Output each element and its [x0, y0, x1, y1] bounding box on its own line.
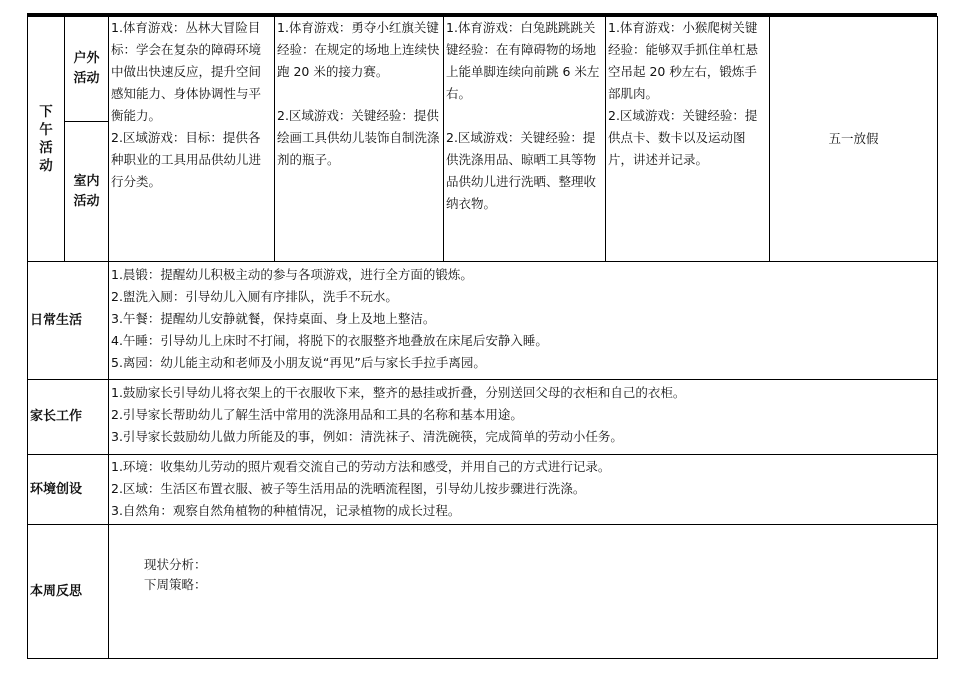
monday-indoor-text: 2.区域游戏：目标：提供各种职业的工具用品供幼儿进行分类。: [111, 130, 262, 189]
weekly-plan-page: [27, 13, 937, 663]
wednesday-indoor-text: 2.区域游戏：关键经验：提供洗涤用品、晾晒工具等物品供幼儿进行洗晒、整理收纳衣物。: [446, 130, 597, 211]
afternoon-activities-label: 下 午 活 动: [28, 17, 65, 262]
parent-work-label: 家长工作: [28, 380, 109, 455]
parent-work-item: 1.鼓励家长引导幼儿将衣架上的干衣服收下来，整齐的悬挂或折叠，分别送回父母的衣柜和自己的衣柜。: [111, 385, 686, 400]
tuesday-afternoon-cell: [275, 17, 444, 262]
daily-life-item: 5.离园：幼儿能主动和老师及小朋友说“再见”后与家长手拉手离园。: [111, 355, 486, 370]
parent-work-item: 3.引导家长鼓励幼儿做力所能及的事，例如：清洗袜子、清洗碗筷，完成简单的劳动小任务。: [111, 429, 623, 444]
status-analysis-label: 现状分析：: [144, 557, 207, 572]
thursday-afternoon-cell: [606, 17, 770, 262]
monday-afternoon-cell: [109, 17, 275, 262]
daily-life-item: 2.盥洗入厕：引导幼儿入厕有序排队，洗手不玩水。: [111, 289, 398, 304]
outdoor-activity-label: 户外 活动: [65, 17, 109, 122]
thursday-outdoor-text: 1.体育游戏：小猴爬树关键经验：能够双手抓住单杠悬空吊起 20 秒左右，锻炼手部肌肉。: [608, 20, 759, 101]
daily-life-item: 3.午餐：提醒幼儿安静就餐，保持桌面、身上及地上整洁。: [111, 311, 436, 326]
daily-life-item: 4.午睡：引导幼儿上床时不打闹，将脱下的衣服整齐地叠放在床尾后安静入睡。: [111, 333, 548, 348]
parent-work-content: [109, 380, 938, 455]
environment-item: 1.环境：收集幼儿劳动的照片观看交流自己的劳动方法和感受，并用自己的方式进行记录。: [111, 459, 611, 474]
environment-label: 环境创设: [28, 455, 109, 525]
daily-life-label: 日常生活: [28, 262, 109, 380]
environment-content: [109, 455, 938, 525]
afternoon-outdoor-row: [28, 17, 938, 122]
friday-holiday-cell: 五一放假: [770, 17, 938, 262]
reflection-row: [28, 525, 938, 659]
daily-life-item: 1.晨锻：提醒幼儿积极主动的参与各项游戏，进行全方面的锻炼。: [111, 267, 473, 282]
parent-work-row: [28, 380, 938, 455]
tuesday-indoor-text: 2.区域游戏：关键经验：提供绘画工具供幼儿装饰自制洗涤剂的瓶子。: [277, 108, 440, 167]
environment-row: [28, 455, 938, 525]
environment-item: 2.区域：生活区布置衣服、被子等生活用品的洗晒流程图，引导幼儿按步骤进行洗涤。: [111, 481, 586, 496]
daily-life-row: [28, 262, 938, 380]
wednesday-afternoon-cell: [444, 17, 606, 262]
reflection-content: [109, 525, 938, 659]
next-week-strategy-label: 下周策略：: [144, 577, 207, 592]
reflection-label: 本周反思: [28, 525, 109, 659]
environment-item: 3.自然角：观察自然角植物的种植情况，记录植物的成长过程。: [111, 503, 461, 518]
daily-life-content: [109, 262, 938, 380]
parent-work-item: 2.引导家长帮助幼儿了解生活中常用的洗涤用品和工具的名称和基本用途。: [111, 407, 523, 422]
wednesday-outdoor-text: 1.体育游戏：白兔跳跳跳关键经验：在有障碍物的场地上能单脚连续向前跳 6 米左右。: [446, 20, 600, 101]
weekly-plan-table: [27, 16, 938, 659]
monday-outdoor-text: 1.体育游戏：丛林大冒险目标：学会在复杂的障碍环境中做出快速反应，提升空间感知能力、身体协调性与平衡能力。: [111, 20, 262, 123]
thursday-indoor-text: 2.区域游戏：关键经验：提供点卡、数卡以及运动图片，讲述并记录。: [608, 108, 758, 167]
tuesday-outdoor-text: 1.体育游戏：勇夺小红旗关键经验：在规定的场地上连续快跑 20 米的接力赛。: [277, 20, 440, 79]
indoor-activity-label: 室内 活动: [65, 122, 109, 262]
